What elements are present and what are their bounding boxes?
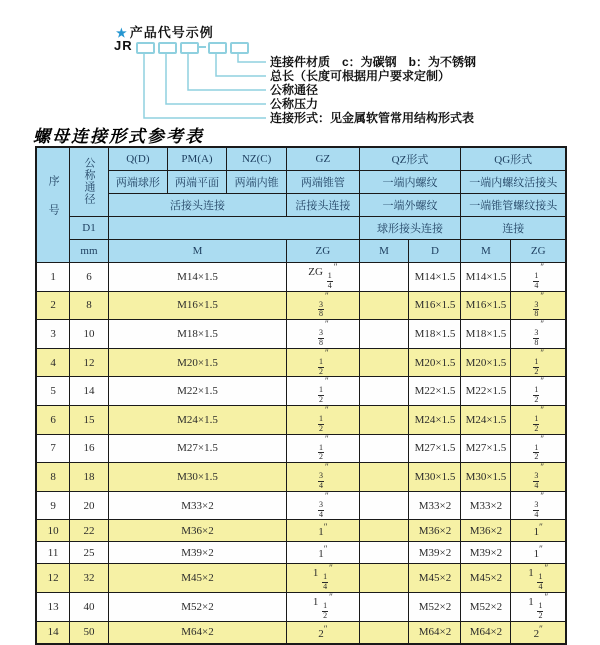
cell-zg: $\frac{1}{2}$ ″ <box>287 405 359 434</box>
cell-qz-m <box>359 491 409 520</box>
cell-qg-zg: $\frac{3}{8}$ ″ <box>511 291 566 320</box>
cell-qg-m: M52×2 <box>461 592 511 621</box>
cell-qg-m: M39×2 <box>461 542 511 564</box>
cell-qz-m <box>359 520 409 542</box>
table-row <box>36 434 566 463</box>
cell-seq: 3 <box>36 320 70 349</box>
table-row <box>36 320 566 349</box>
cell-qz-d: M45×2 <box>409 564 461 593</box>
cell-m: M24×1.5 <box>108 405 286 434</box>
cell-qz-m <box>359 348 409 377</box>
cell-seq: 10 <box>36 520 70 542</box>
header-d1: D1 <box>70 217 109 240</box>
label-pn: 公称压力 <box>270 97 319 111</box>
code-prefix: JR <box>114 38 133 53</box>
cell-zg: 1 $\frac{1}{2}$ ″ <box>287 592 359 621</box>
header-seq <box>36 147 70 263</box>
table-row <box>36 491 566 520</box>
header-row-3 <box>36 194 566 217</box>
cell-m: M45×2 <box>108 564 286 593</box>
cell-dn: 25 <box>70 542 109 564</box>
cell-dn: 10 <box>70 320 109 349</box>
cell-qz-d: M16×1.5 <box>409 291 461 320</box>
cell-qg-zg: $\frac{1}{2}$ ″ <box>511 377 566 406</box>
cell-qg-zg: 1″ <box>511 542 566 564</box>
label-length: 总长（长度可根据用户要求定制） <box>270 69 451 83</box>
label-material: 连接件材质 c：为碳钢 b：为不锈钢 <box>270 55 477 69</box>
cell-qg-m: M30×1.5 <box>461 463 511 492</box>
header-code-qd: Q(D) <box>108 147 167 171</box>
cell-dn: 18 <box>70 463 109 492</box>
cell-zg: $\frac{1}{2}$ ″ <box>287 348 359 377</box>
cell-qg-zg: $\frac{3}{8}$ ″ <box>511 320 566 349</box>
cell-seq: 8 <box>36 463 70 492</box>
cell-dn: 40 <box>70 592 109 621</box>
cell-qz-d: M52×2 <box>409 592 461 621</box>
cell-dn: 12 <box>70 348 109 377</box>
header-row-1 <box>36 147 566 171</box>
cell-dn: 6 <box>70 263 109 292</box>
header-ends-gz: 两端锥管 <box>287 171 359 194</box>
cell-dn: 14 <box>70 377 109 406</box>
cell-zg: $\frac{1}{2}$ ″ <box>287 434 359 463</box>
cell-qz-d: M18×1.5 <box>409 320 461 349</box>
cell-seq: 4 <box>36 348 70 377</box>
header-m: M <box>108 240 286 263</box>
cell-seq: 1 <box>36 263 70 292</box>
cell-qg-m: M14×1.5 <box>461 263 511 292</box>
cell-qg-zg: 1 $\frac{1}{4}$ ″ <box>511 564 566 593</box>
table-row <box>36 377 566 406</box>
cell-seq: 13 <box>36 592 70 621</box>
header-qz-title: QZ形式 <box>359 147 461 171</box>
cell-qz-m <box>359 291 409 320</box>
header-qg-c1: M <box>461 240 511 263</box>
header-dn <box>70 147 109 217</box>
cell-m: M39×2 <box>108 542 286 564</box>
cell-qz-m <box>359 564 409 593</box>
header-qg-line2: 一端锥管螺纹接头 <box>461 194 566 217</box>
connector-line-dn <box>188 52 266 90</box>
cell-qz-m <box>359 377 409 406</box>
cell-qg-zg: $\frac{1}{2}$ ″ <box>511 434 566 463</box>
table-row <box>36 564 566 593</box>
cell-qg-zg: $\frac{1}{2}$ ″ <box>511 348 566 377</box>
table-row <box>36 463 566 492</box>
cell-seq: 2 <box>36 291 70 320</box>
table-row <box>36 520 566 542</box>
cell-qz-d: M20×1.5 <box>409 348 461 377</box>
cell-qg-m: M64×2 <box>461 621 511 644</box>
star-icon: ★ <box>116 26 128 40</box>
cell-qz-d: M30×1.5 <box>409 463 461 492</box>
cell-qg-m: M20×1.5 <box>461 348 511 377</box>
cell-qz-d: M33×2 <box>409 491 461 520</box>
cell-m: M64×2 <box>108 621 286 644</box>
cell-qg-zg: $\frac{1}{4}$ ″ <box>511 263 566 292</box>
diagram-heading-text: 产品代号示例 <box>129 25 214 40</box>
cell-qz-d: M14×1.5 <box>409 263 461 292</box>
header-qz-line3: 球形接头连接 <box>359 217 461 240</box>
header-qz-c1: M <box>359 240 409 263</box>
header-qg-line3: 连接 <box>461 217 566 240</box>
cell-m: M27×1.5 <box>108 434 286 463</box>
cell-seq: 11 <box>36 542 70 564</box>
cell-dn: 22 <box>70 520 109 542</box>
cell-qg-m: M36×2 <box>461 520 511 542</box>
cell-qz-m <box>359 263 409 292</box>
header-seq-text: 序号 <box>47 174 60 233</box>
header-row-5 <box>36 240 566 263</box>
cell-m: M33×2 <box>108 491 286 520</box>
header-empty-span <box>108 217 359 240</box>
cell-qg-zg: 1 $\frac{1}{2}$ ″ <box>511 592 566 621</box>
cell-m: M36×2 <box>108 520 286 542</box>
cell-qz-m <box>359 320 409 349</box>
cell-qz-d: M27×1.5 <box>409 434 461 463</box>
cell-qz-m <box>359 405 409 434</box>
cell-zg: $\frac{3}{4}$ ″ <box>287 491 359 520</box>
cell-qg-m: M22×1.5 <box>461 377 511 406</box>
cell-qg-m: M18×1.5 <box>461 320 511 349</box>
cell-zg: $\frac{3}{4}$ ″ <box>287 463 359 492</box>
cell-m: M52×2 <box>108 592 286 621</box>
header-code-nzc: NZ(C) <box>227 147 287 171</box>
cell-dn: 50 <box>70 621 109 644</box>
cell-m: M18×1.5 <box>108 320 286 349</box>
header-union-connect: 活接头连接 <box>108 194 286 217</box>
header-qg-c2: ZG <box>511 240 566 263</box>
cell-qz-d: M24×1.5 <box>409 405 461 434</box>
cell-zg: $\frac{1}{2}$ ″ <box>287 377 359 406</box>
cell-zg: $\frac{3}{8}$ ″ <box>287 320 359 349</box>
cell-dn: 32 <box>70 564 109 593</box>
cell-qz-m <box>359 463 409 492</box>
cell-m: M22×1.5 <box>108 377 286 406</box>
cell-seq: 6 <box>36 405 70 434</box>
cell-seq: 14 <box>36 621 70 644</box>
cell-seq: 7 <box>36 434 70 463</box>
table-title: 螺母连接形式参考表 <box>33 127 204 146</box>
cell-dn: 8 <box>70 291 109 320</box>
header-mm: mm <box>70 240 109 263</box>
table-row <box>36 405 566 434</box>
table-row <box>36 348 566 377</box>
connector-line-length <box>216 52 266 76</box>
header-ends-qd: 两端球形 <box>108 171 167 194</box>
cell-qz-d: M36×2 <box>409 520 461 542</box>
header-ends-pma: 两端平面 <box>167 171 226 194</box>
header-row-2 <box>36 171 566 194</box>
cell-qg-zg: $\frac{3}{4}$ ″ <box>511 491 566 520</box>
header-qg-title: QG形式 <box>461 147 566 171</box>
header-qz-line1: 一端内螺纹 <box>359 171 461 194</box>
cell-dn: 15 <box>70 405 109 434</box>
cell-qg-zg: 1″ <box>511 520 566 542</box>
table-row <box>36 263 566 292</box>
header-code-pma: PM(A) <box>167 147 226 171</box>
header-qg-line1: 一端内螺纹活接头 <box>461 171 566 194</box>
cell-qg-m: M33×2 <box>461 491 511 520</box>
header-ends-nzc: 两端内锥 <box>227 171 287 194</box>
header-qz-line2: 一端外螺纹 <box>359 194 461 217</box>
table-row <box>36 621 566 644</box>
connector-line-material <box>238 52 266 62</box>
cell-m: M16×1.5 <box>108 291 286 320</box>
cell-qz-d: M39×2 <box>409 542 461 564</box>
cell-zg: 2″ <box>287 621 359 644</box>
cell-dn: 20 <box>70 491 109 520</box>
header-zg: ZG <box>287 240 359 263</box>
table-row <box>36 542 566 564</box>
cell-m: M20×1.5 <box>108 348 286 377</box>
reference-table <box>35 146 567 645</box>
cell-qz-m <box>359 434 409 463</box>
cell-qg-m: M45×2 <box>461 564 511 593</box>
cell-zg: 1″ <box>287 520 359 542</box>
cell-qg-zg: 2″ <box>511 621 566 644</box>
header-gz-connect: 活接头连接 <box>287 194 359 217</box>
header-code-gz: GZ <box>287 147 359 171</box>
cell-qg-zg: $\frac{1}{2}$ ″ <box>511 405 566 434</box>
header-row-4 <box>36 217 566 240</box>
header-dn-text: 公称通径 <box>82 156 95 205</box>
cell-seq: 12 <box>36 564 70 593</box>
cell-zg: ZG $\frac{1}{4}$ ″ <box>287 263 359 292</box>
header-qz-c2: D <box>409 240 461 263</box>
cell-zg: 1 $\frac{1}{4}$ ″ <box>287 564 359 593</box>
cell-qg-m: M16×1.5 <box>461 291 511 320</box>
label-dn: 公称通径 <box>270 83 319 97</box>
cell-qz-m <box>359 621 409 644</box>
cell-zg: $\frac{3}{8}$ ″ <box>287 291 359 320</box>
cell-zg: 1″ <box>287 542 359 564</box>
label-conn-form: 连接形式：见金属软管常用结构形式表 <box>270 111 475 125</box>
cell-m: M30×1.5 <box>108 463 286 492</box>
cell-qz-d: M22×1.5 <box>409 377 461 406</box>
cell-qz-d: M64×2 <box>409 621 461 644</box>
cell-qz-m <box>359 592 409 621</box>
cell-seq: 5 <box>36 377 70 406</box>
cell-qg-m: M24×1.5 <box>461 405 511 434</box>
table-row <box>36 291 566 320</box>
table-row <box>36 592 566 621</box>
cell-dn: 16 <box>70 434 109 463</box>
cell-qz-m <box>359 542 409 564</box>
cell-seq: 9 <box>36 491 70 520</box>
cell-m: M14×1.5 <box>108 263 286 292</box>
cell-qg-m: M27×1.5 <box>461 434 511 463</box>
cell-qg-zg: $\frac{3}{4}$ ″ <box>511 463 566 492</box>
